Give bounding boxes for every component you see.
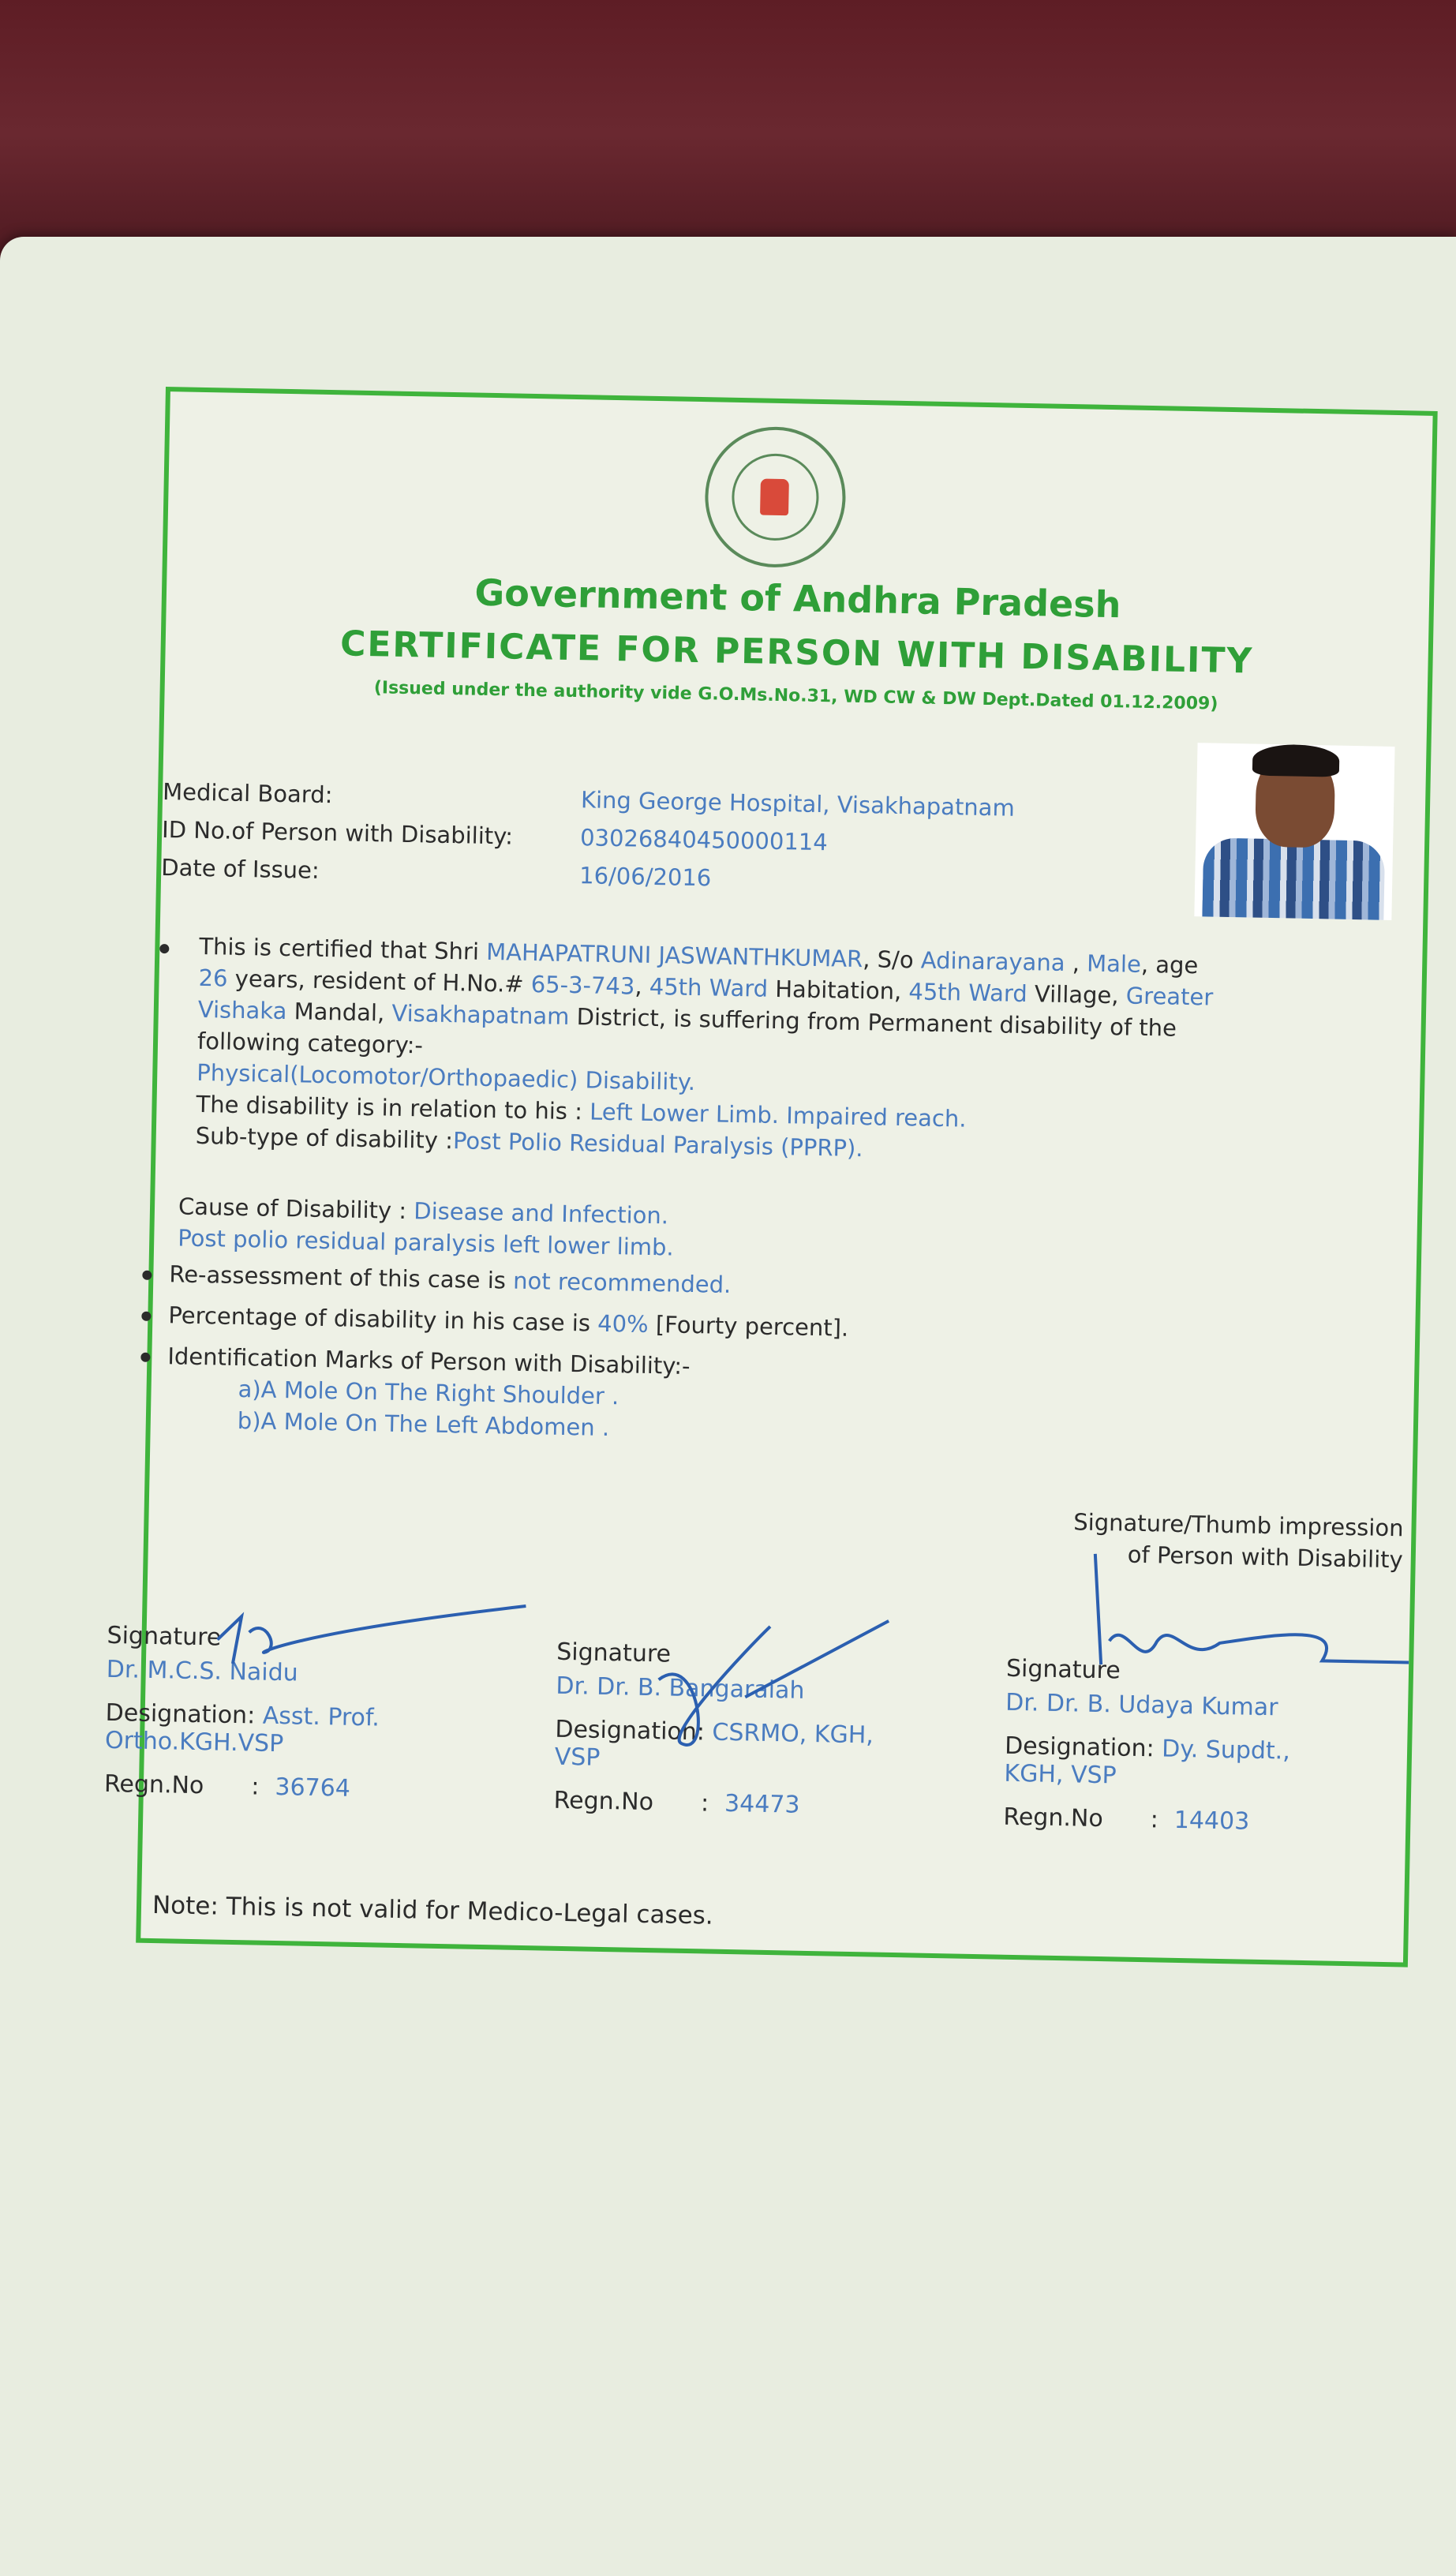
- regn-value: 36764: [275, 1773, 351, 1803]
- bullet-icon: [159, 944, 169, 953]
- certification-paragraph: This is certified that Shri MAHAPATRUNI JASWANTHKUMAR, S/o Adinarayana , Male, age 26 years, resident of H.No.# 65-3-743, 45th Ward Habitation, 45th Ward Village, Greater Vishaka Mandal, Visakhapatnam District, is suffering from Permanent disability of the following category:- Physical(Locomotor/Orthopaedic) Disability. The disability is in relation to his : Left Lower Limb. Impaired reach. Sub-type of disability :Post Polio Residual Paralysis (PPRP).: [195, 932, 1214, 1163]
- reassessment-line: Re-assessment of this case is not recommended.: [169, 1260, 732, 1298]
- id-value: 03026840450000114: [579, 824, 829, 856]
- person-photo: [1194, 743, 1394, 920]
- signatory-3: Signature Dr. Dr. B. Udaya Kumar Designation: Dy. Supdt., KGH, VSP Regn.No : 14403: [1003, 1654, 1291, 1836]
- designation-value-2: KGH, VSP: [1004, 1759, 1117, 1790]
- regn-label: Regn.No: [553, 1786, 654, 1817]
- date-value: 16/06/2016: [578, 862, 712, 892]
- bullet-icon: [142, 1271, 152, 1280]
- signatory-name: Dr. Dr. B. Udaya Kumar: [1005, 1688, 1278, 1722]
- signature-scribble-2: [649, 1601, 904, 1779]
- footer-note: Note: This is not valid for Medico-Legal cases.: [152, 1891, 714, 1930]
- percentage-line: Percentage of disability in his case is 40% [Fourty percent].: [168, 1301, 849, 1342]
- signature-label: Signature: [1005, 1654, 1121, 1685]
- bullet-icon: [140, 1353, 150, 1362]
- certificate-title: CERTIFICATE FOR PERSON WITH DISABILITY: [339, 623, 1254, 682]
- designation-label: Designation:: [555, 1715, 706, 1747]
- signatory-name: Dr. Dr. B. Bangaraiah: [556, 1672, 805, 1705]
- signature-label: Signature: [107, 1621, 222, 1652]
- designation-value: Dy. Supdt.,: [1161, 1735, 1291, 1765]
- signature-scribble-3: [1030, 1544, 1411, 1694]
- signature-label: Signature: [556, 1638, 672, 1668]
- regn-label: Regn.No: [103, 1769, 204, 1800]
- designation-value-2: VSP: [554, 1743, 601, 1772]
- state-emblem-icon: [704, 425, 847, 568]
- id-label: ID No.of Person with Disability:: [161, 816, 514, 850]
- signatory-1: Signature Dr. M.C.S. Naidu Designation: Asst. Prof. Ortho.KGH.VSP Regn.No : 36764: [103, 1621, 380, 1803]
- designation-value: Asst. Prof.: [262, 1702, 380, 1732]
- date-label: Date of Issue:: [160, 854, 320, 884]
- certificate-frame: [103, 387, 1438, 1968]
- government-heading: Government of Andhra Pradesh: [474, 571, 1121, 627]
- designation-value-2: Ortho.KGH.VSP: [104, 1726, 284, 1758]
- identification-marks: Identification Marks of Person with Disability:- a)A Mole On The Right Shoulder . b)A Mole On The Left Abdomen .: [167, 1342, 691, 1442]
- regn-value: 34473: [724, 1789, 800, 1819]
- signatory-2: Signature Dr. Dr. B. Bangaraiah Designation: CSRMO, KGH, VSP Regn.No : 34473: [553, 1638, 874, 1819]
- signatory-name: Dr. M.C.S. Naidu: [106, 1655, 299, 1687]
- thumb-impression-caption: Signature/Thumb impression of Person with Disability: [1073, 1508, 1404, 1574]
- signature-scribble-1: [209, 1584, 542, 1685]
- designation-label: Designation:: [1004, 1732, 1155, 1763]
- regn-label: Regn.No: [1003, 1803, 1104, 1833]
- bullet-icon: [141, 1312, 151, 1321]
- regn-value: 14403: [1173, 1806, 1250, 1836]
- designation-label: Designation:: [105, 1698, 256, 1730]
- background-cloth: [0, 0, 1456, 268]
- designation-value: CSRMO, KGH,: [712, 1718, 874, 1750]
- medical-board-label: Medical Board:: [162, 778, 333, 809]
- cause-block: Cause of Disability : Disease and Infection. Post polio residual paralysis left lower limb.: [177, 1193, 675, 1261]
- medical-board-value: King George Hospital, Visakhapatnam: [580, 786, 1016, 822]
- issued-under-line: (Issued under the authority vide G.O.Ms.No.31, WD CW & DW Dept.Dated 01.12.2009): [373, 678, 1218, 714]
